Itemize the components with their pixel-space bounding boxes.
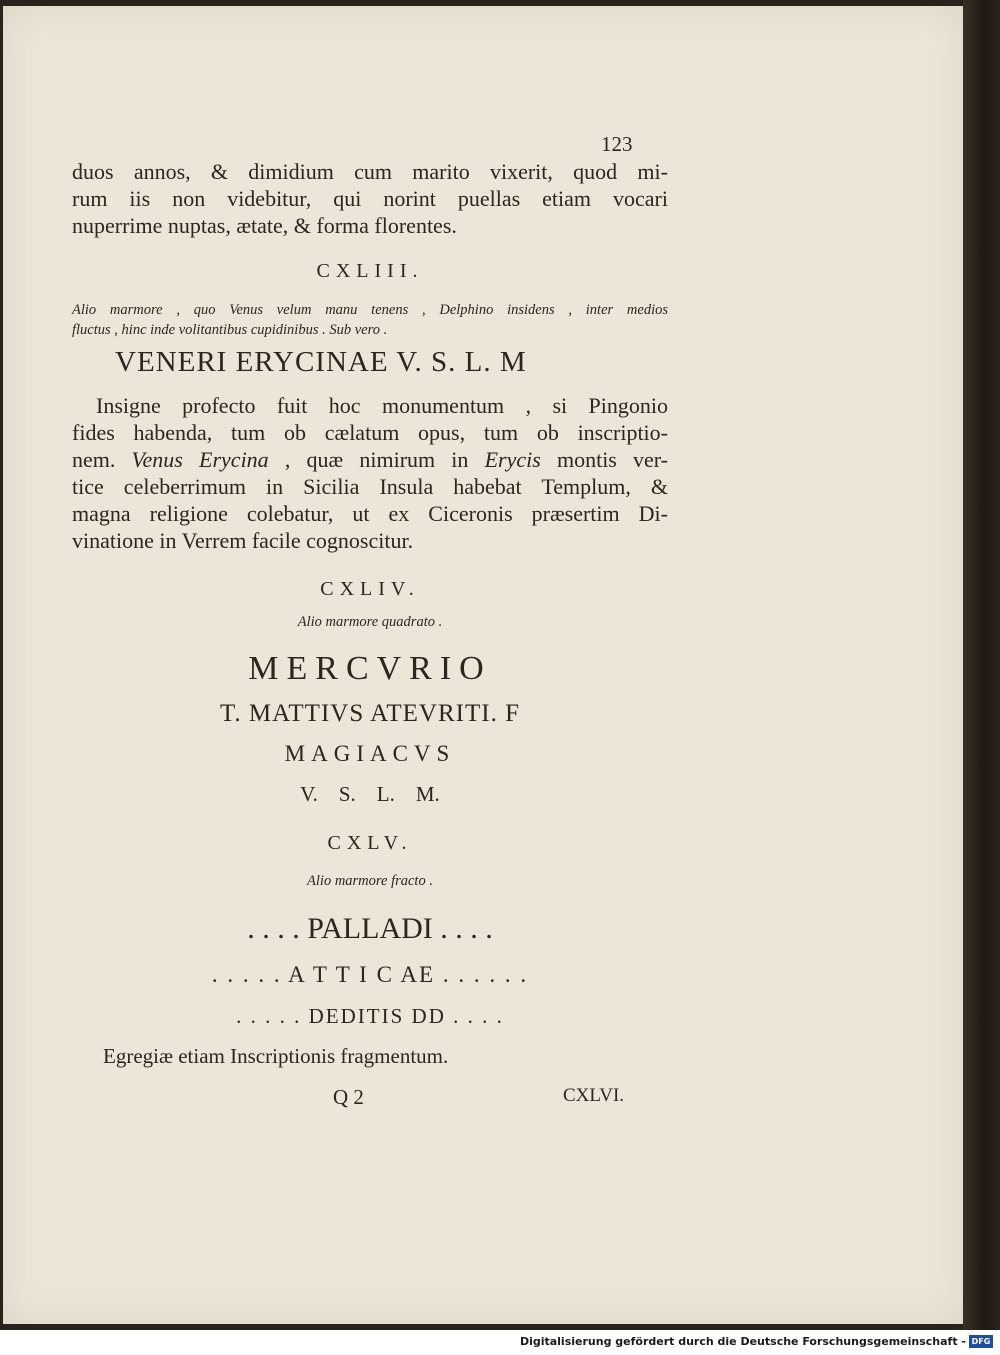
intro-line-3: nuperrime nuptas, ætate, & forma florentes. (72, 213, 457, 238)
inscription-144-line-1: MERCVRIO (248, 650, 492, 687)
section-143-description-1: Alio marmore , quo Venus velum manu tenens , Delphino insidens , inter medios (72, 302, 668, 318)
erycis-italic: Erycis (484, 447, 541, 472)
section-144-description: Alio marmore quadrato . (297, 614, 443, 630)
closing-line: Egregiæ etiam Inscriptionis fragmentum. (103, 1044, 449, 1068)
section-number-144: CXLIV. (320, 578, 420, 600)
body-143-line-3 (72, 447, 668, 473)
inscription-145-line-3: . . . . . DEDITIS DD . . . . (236, 1004, 504, 1028)
dfg-logo-icon: DFG (969, 1335, 993, 1348)
funding-notice: Digitalisierung gefördert durch die Deutsche Forschungsgemeinschaft - (519, 1335, 966, 1348)
body-143-line-3-c: montis ver- (540, 447, 669, 472)
venus-erycina-italic: Venus Erycina (131, 447, 269, 472)
intro-line-1: duos annos, & dimidium cum marito vixerit, quod mi- (72, 159, 668, 184)
footer-bar (0, 1330, 1000, 1355)
body-143-line-3-a: nem. (72, 447, 132, 472)
inscription-145-line-2: . . . . . A T T I C AE . . . . . . (211, 962, 529, 987)
book-binding-edge (963, 0, 1000, 1330)
intro-line-2: rum iis non videbitur, qui norint puellas etiam vocari (72, 186, 668, 211)
book-page (3, 6, 963, 1324)
inscription-144-line-4: V. S. L. M. (300, 782, 440, 806)
inscription-145-line-1: . . . . PALLADI . . . . (247, 912, 493, 945)
signature-mark: Q 2 (333, 1085, 364, 1109)
body-143-line-6: vinatione in Verrem facile cognoscitur. (72, 528, 414, 553)
inscription-143: VENERI ERYCINAE V. S. L. M (115, 346, 527, 378)
catchword: CXLVI. (563, 1085, 625, 1106)
section-number-145: CXLV. (327, 832, 413, 854)
body-143-line-2: fides habenda, tum ob cælatum opus, tum ob inscriptio- (72, 420, 668, 445)
inscription-144-line-3: MAGIACVS (284, 741, 456, 766)
section-143-description-2: fluctus , hinc inde volitantibus cupidinibus . Sub vero . (72, 322, 388, 338)
page-number: 123 (601, 132, 633, 156)
body-143-line-5: magna religione colebatur, ut ex Ciceronis præsertim Di- (72, 501, 668, 526)
body-143-line-1: Insigne profecto fuit hoc monumentum , si Pingonio (96, 393, 668, 418)
body-143-line-3-b: , quæ nimirum in (268, 447, 485, 472)
section-number-143: CXLIII. (316, 260, 424, 282)
body-143-line-4: tice celeberrimum in Sicilia Insula habebat Templum, & (72, 474, 668, 499)
section-145-description: Alio marmore fracto . (307, 873, 433, 889)
inscription-144-line-2: T. MATTIVS ATEVRITI. F (219, 700, 520, 727)
